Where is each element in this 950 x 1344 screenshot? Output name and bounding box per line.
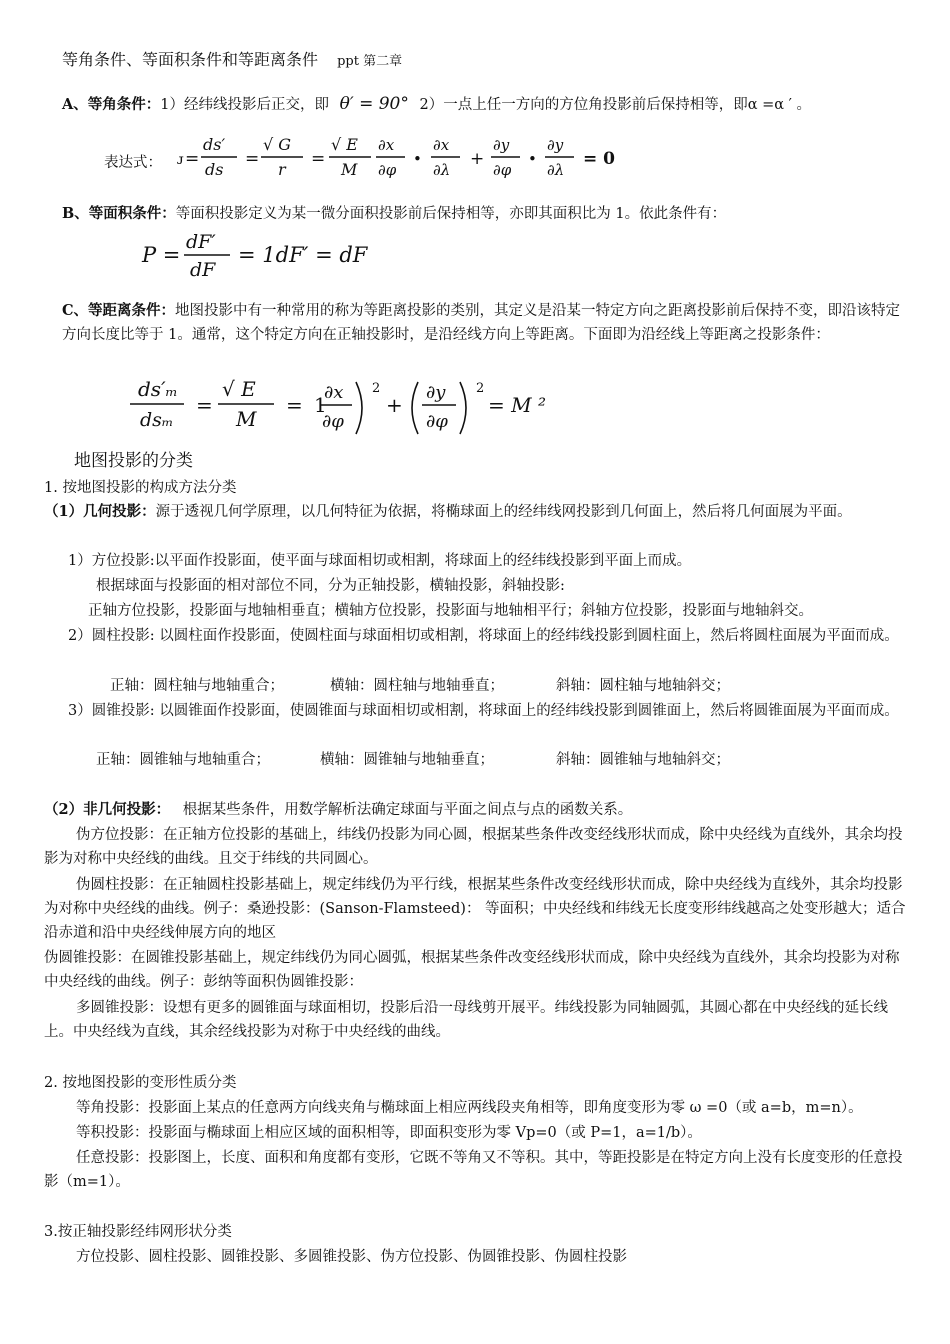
svg-text:∂φ: ∂φ — [322, 411, 344, 432]
equidistant-formula — [124, 372, 564, 442]
title-main: 等角条件、等面积条件和等距离条件 — [62, 50, 319, 69]
conic-oblique: 斜轴：圆锥轴与地轴斜交； — [556, 752, 730, 768]
section2-title: 2. 按地图投影的变形性质分类 — [44, 1075, 237, 1091]
azimuthal-projection: 1）方位投影:以平面作投影面，使平面与球面相切或相割，将球面上的经纬线投影到平面上而成。 — [68, 553, 692, 569]
cylindrical-normal: 正轴：圆柱轴与地轴重合； — [110, 678, 284, 694]
conic-normal: 正轴：圆锥轴与地轴重合； — [96, 752, 270, 768]
svg-text:2: 2 — [372, 381, 381, 396]
equal-area-label: B、等面积条件： — [62, 205, 176, 222]
svg-text:√ G: √ G — [263, 135, 292, 154]
section1-title: 1. 按地图投影的构成方法分类 — [44, 480, 237, 496]
cylindrical-projection: 2）圆柱投影: 以圆柱面作投影面，使圆柱面与球面相切或相割，将球面上的经纬线投影到圆柱面上，然后将圆柱面展为平面而成。 — [68, 628, 899, 644]
conformal-formula — [175, 128, 625, 188]
conic-projection: 3）圆锥投影: 以圆锥面作投影面，使圆锥面与球面相切或相割，将球面上的经纬线投影到圆锥面上，然后将圆锥面展为平面而成。 — [68, 703, 899, 719]
svg-text:•: • — [528, 150, 537, 168]
equal-area-text: 等面积投影定义为某一微分面积投影前后保持相等，亦即其面积比为 1。依此条件有： — [175, 206, 727, 222]
azimuthal-detail: 正轴方位投影，投影面与地轴相垂直；横轴方位投影，投影面与地轴相平行；斜轴方位投影，投影面与地轴斜交。 — [88, 603, 813, 619]
svg-text:= 0: = 0 — [583, 149, 615, 169]
svg-text:M: M — [236, 407, 257, 431]
svg-text:= 1dF′ = dF: = 1dF′ = dF — [238, 243, 368, 267]
cylindrical-oblique: 斜轴：圆柱轴与地轴斜交； — [556, 678, 730, 694]
svg-text:∂φ: ∂φ — [493, 161, 512, 179]
svg-text:√ E: √ E — [331, 135, 358, 154]
equidistant-paragraph — [62, 299, 910, 347]
svg-text:∂y: ∂y — [426, 382, 446, 403]
non-geometric-text: 根据某些条件，用数学解析法确定球面与平面之间点与点的函数关系。 — [182, 802, 633, 818]
conformal-condition-line — [62, 92, 811, 117]
equidistant-label: C、等距离条件： — [62, 302, 176, 319]
svg-text:r: r — [278, 160, 286, 179]
svg-text:=: = — [286, 393, 303, 417]
non-geometric-line — [44, 798, 632, 822]
pseudo-conic: 伪圆锥投影：在圆锥投影基础上，规定纬线仍为同心圆弧，根据某些条件改变经线形状而成，除中央经线为直线外，其余均投影为对称中央经线的曲线。例子：彭纳等面积伪圆锥投影： — [44, 950, 900, 990]
title-note: ppt 第二章 — [337, 54, 403, 69]
equal-area-formula — [140, 228, 400, 284]
svg-text:∂x: ∂x — [378, 136, 395, 154]
equidistant-text: 地图投影中有一种常用的称为等距离投影的类别，其定义是沿某一特定方向之距离投影前后保持不变，即沿该特定方向长度比等于 1。通常，这个特定方向在正轴投影时，是沿经线方向上等距离。下面即为沿经线上等距离之投影条件： — [62, 303, 901, 343]
svg-text:1: 1 — [314, 393, 327, 417]
svg-text:∂y: ∂y — [493, 136, 510, 154]
svg-text:∂y: ∂y — [547, 136, 564, 154]
cylindrical-transverse: 横轴：圆柱轴与地轴垂直； — [330, 678, 504, 694]
svg-text:ds: ds — [205, 160, 224, 179]
svg-text:dF′: dF′ — [186, 231, 216, 253]
svg-text:+: + — [470, 149, 485, 169]
svg-text:ds′ₘ: ds′ₘ — [138, 377, 178, 401]
svg-text:√ E: √ E — [222, 377, 256, 401]
equal-area-line — [62, 202, 726, 226]
svg-text:= M ²: = M ² — [488, 393, 546, 417]
polyconic: 多圆锥投影：设想有更多的圆锥面与球面相切，投影后沿一母线剪开展平。纬线投影为同轴圆弧，其圆心都在中央经线的延长线上。中央经线为直线，其余经线投影为对称于中央经线的曲线。 — [44, 1000, 888, 1040]
svg-text:P =: P = — [142, 243, 181, 267]
svg-text:dsₘ: dsₘ — [140, 409, 174, 431]
conformal-cond2: 2）一点上任一方向的方位角投影前后保持相等，即α =α ′ 。 — [419, 97, 812, 113]
page-title — [62, 48, 402, 74]
section3-title: 3.按正轴投影经纬网形状分类 — [44, 1224, 232, 1240]
pseudo-azimuthal: 伪方位投影：在正轴方位投影的基础上，纬线仍投影为同心圆，根据某些条件改变经线形状而成，除中央经线为直线外，其余均投影为对称中央经线的曲线。且交于纬线的共同圆心。 — [44, 827, 903, 867]
svg-text:ds′: ds′ — [203, 135, 226, 154]
svg-text:=: = — [185, 149, 200, 169]
section3-list: 方位投影、圆柱投影、圆锥投影、多圆锥投影、伪方位投影、伪圆锥投影、伪圆柱投影 — [76, 1249, 627, 1265]
geometric-text: 源于透视几何学原理，以几何特征为依据，将椭球面上的经纬线网投影到几何面上，然后将几何面展为平面。 — [155, 504, 852, 520]
expression-label: 表达式： — [104, 155, 162, 171]
svg-text:2: 2 — [476, 381, 485, 396]
f-stray-mark: ᴊ — [177, 152, 184, 168]
svg-text:+: + — [386, 393, 403, 417]
svg-text:∂λ: ∂λ — [433, 161, 451, 179]
svg-text:=: = — [196, 393, 213, 417]
svg-text:=: = — [311, 149, 326, 169]
non-geometric-label: （2）非几何投影： — [44, 801, 171, 818]
theta-equation: θ′ = 90° — [339, 94, 409, 114]
azimuthal-subtypes: 根据球面与投影面的相对部位不同，分为正轴投影，横轴投影，斜轴投影: — [96, 578, 565, 594]
geometric-projection-paragraph — [44, 500, 910, 524]
svg-text:∂x: ∂x — [433, 136, 450, 154]
conformal-cond1: 1）经纬线投影后正交，即 — [160, 97, 329, 113]
geometric-label: （1）几何投影： — [44, 503, 156, 520]
conformal-label: A、等角条件： — [62, 96, 161, 113]
svg-text:∂x: ∂x — [324, 382, 344, 403]
arbitrary-projection: 任意投影：投影图上，长度、面积和角度都有变形，它既不等角又不等积。其中，等距投影是在特定方向上没有长度变形的任意投影（m=1）。 — [44, 1150, 903, 1190]
pseudo-cylindrical: 伪圆柱投影：在正轴圆柱投影基础上，规定纬线仍为平行线，根据某些条件改变经线形状而成，除中央经线为直线外，其余均投影为对称中央经线的曲线。例子：桑逊投影：(Sanson-Flamsteed)： 等面积；中央经线和纬线无长度变形纬线越高之处变形越大；适合沿赤道和沿中央经线伸展方向的地区 — [44, 877, 906, 941]
conformal-projection: 等角投影：投影面上某点的任意两方向线夹角与椭球面上相应两线段夹角相等，即角度变形为零 ω =0（或 a=b，m=n）。 — [76, 1100, 863, 1116]
svg-text:•: • — [413, 150, 422, 168]
svg-text:∂φ: ∂φ — [378, 161, 397, 179]
svg-text:dF: dF — [190, 259, 216, 281]
svg-text:∂λ: ∂λ — [547, 161, 565, 179]
equal-area-projection: 等积投影：投影面与椭球面上相应区域的面积相等，即面积变形为零 Vp=0（或 P=1，a=1/b）。 — [76, 1125, 702, 1141]
svg-text:∂φ: ∂φ — [426, 411, 448, 432]
classification-heading: 地图投影的分类 — [74, 451, 193, 471]
svg-text:M: M — [341, 160, 358, 179]
conic-transverse: 横轴：圆锥轴与地轴垂直； — [320, 752, 494, 768]
svg-text:=: = — [245, 149, 260, 169]
